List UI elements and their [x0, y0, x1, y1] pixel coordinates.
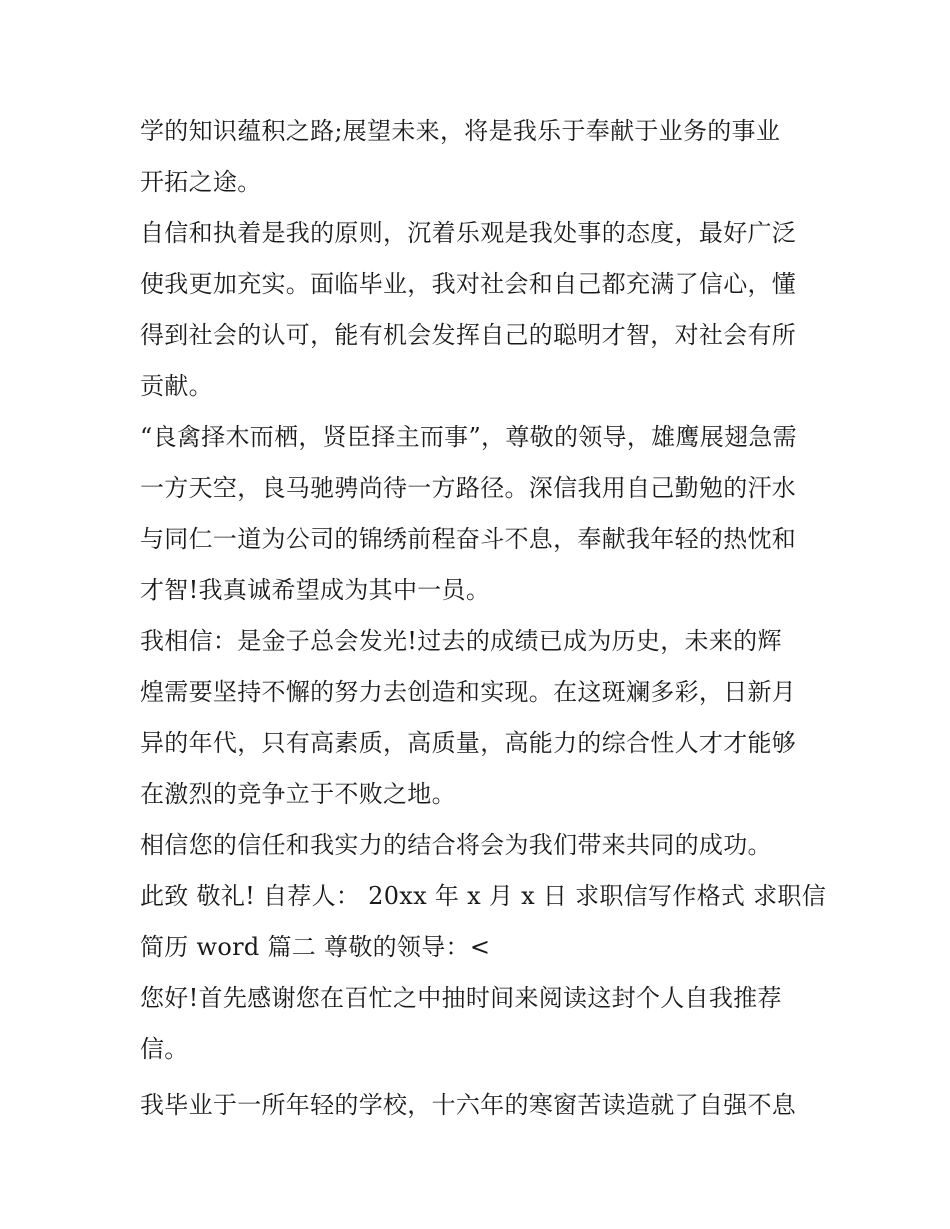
paragraph-7: 您好!首先感谢您在百忙之中抽时间来阅读这封个人自我推荐 信。 — [140, 984, 782, 1063]
paragraph-5: 相信您的信任和我实力的结合将会为我们带来共同的成功。 — [140, 831, 772, 859]
paragraph-8: 我毕业于一所年轻的学校，十六年的寒窗苦读造就了自强不息 — [140, 1091, 797, 1119]
paragraph-1: 学的知识蕴积之路;展望未来，将是我乐于奉献于业务的事业 开拓之途。 — [140, 117, 781, 196]
paragraph-6: 此致 敬礼! 自荐人： 20xx 年 x 月 x 日 求职信写作格式 求职信 简历 word 篇二 尊敬的领导：< — [140, 882, 827, 961]
paragraph-4: 我相信：是金子总会发光!过去的成绩已成为历史，未来的辉 煌需要坚持不懈的努力去创造和实现。在这斑斓多彩，日新月 异的年代，只有高素质，高质量，高能力的综合性人才才能够 在激烈的竞争立于不败之地。 — [140, 627, 797, 808]
paragraph-3: “良禽择木而栖，贤臣择主而事”，尊敬的领导，雄鹰展翅急需 一方天空，良马驰骋尚待一方路径。深信我用自己勤勉的汗水 与同仁一道为公司的锦绣前程奋斗不息，奉献我年轻的热忱和 才智!我真诚希望成为其中一员。 — [140, 423, 797, 604]
document-body — [140, 106, 830, 1131]
paragraph-2: 自信和执着是我的原则，沉着乐观是我处事的态度，最好广泛 使我更加充实。面临毕业，我对社会和自己都充满了信心，懂 得到社会的认可，能有机会发挥自己的聪明才智，对社会有所 贡献。 — [140, 219, 797, 400]
